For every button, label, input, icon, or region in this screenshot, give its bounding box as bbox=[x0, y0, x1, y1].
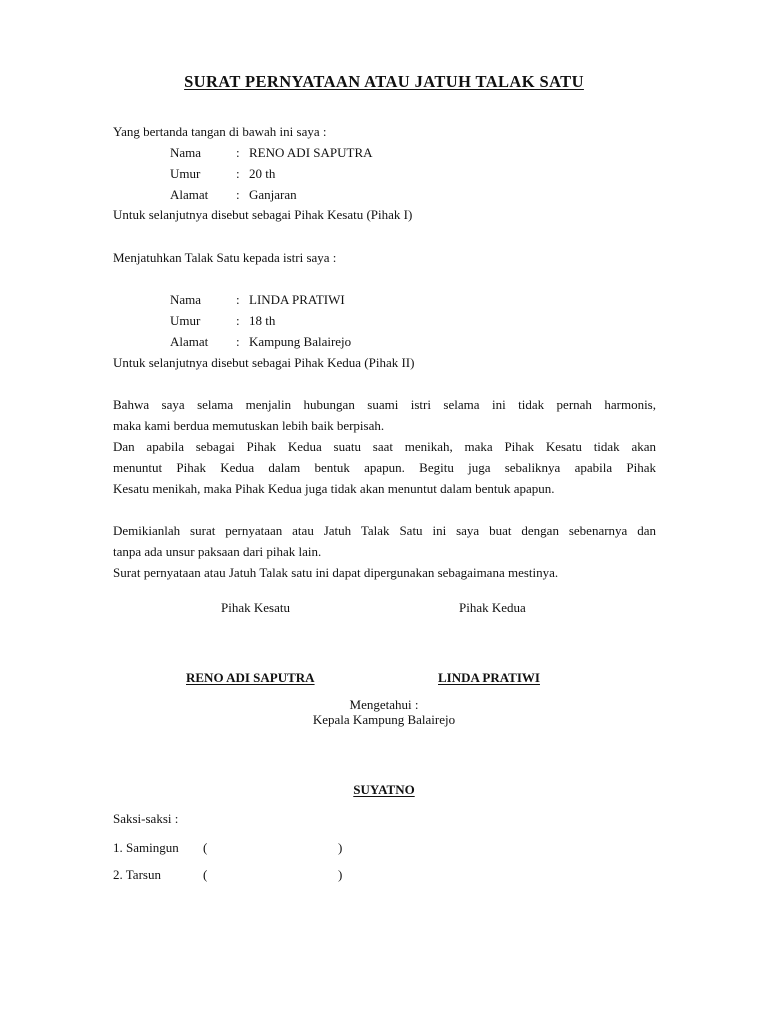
official-signature-wrap bbox=[0, 782, 768, 798]
witness-2-label: 2. Tarsun bbox=[113, 867, 161, 882]
party1-address-label: Alamat bbox=[170, 187, 209, 202]
party1-age-label: Umur bbox=[170, 166, 201, 181]
party2-note: Untuk selanjutnya disebut sebagai Pihak Kedua (Pihak II) bbox=[113, 355, 415, 370]
para3-line3: Surat pernyataan atau Jatuh Talak satu ini dapat dipergunakan sebagaimana mestinya. bbox=[113, 565, 559, 580]
party2-address-label: Alamat bbox=[170, 334, 209, 349]
witness-1-label: 1. Samingun bbox=[113, 840, 179, 855]
official-title: Kepala Kampung Balairejo bbox=[312, 712, 456, 727]
party1-name: RENO ADI SAPUTRA bbox=[249, 145, 373, 160]
witness-1-close-paren: ) bbox=[338, 840, 343, 855]
para2-line1: Dan apabila sebagai Pihak Kedua suatu saat menikah, maka Pihak Kesatu tidak akan bbox=[113, 439, 656, 454]
official-signature-name: SUYATNO bbox=[353, 782, 415, 797]
witness-2-close-paren: ) bbox=[338, 867, 343, 882]
party2-age-colon: : bbox=[236, 313, 240, 328]
party1-age-colon: : bbox=[236, 166, 240, 181]
party1-name-label: Nama bbox=[170, 145, 202, 160]
party2-name-label: Nama bbox=[170, 292, 202, 307]
party2-age-label: Umur bbox=[170, 313, 201, 328]
party1-age: 20 th bbox=[249, 166, 276, 181]
party2-signature-name: LINDA PRATIWI bbox=[438, 670, 540, 685]
acknowledged-label: Mengetahui : bbox=[349, 697, 419, 712]
witnesses-heading: Saksi-saksi : bbox=[113, 811, 179, 826]
para3-line1: Demikianlah surat pernyataan atau Jatuh Talak Satu ini saya buat dengan sebenarnya dan bbox=[113, 523, 656, 538]
para2-line3: Kesatu menikah, maka Pihak Kedua juga tidak akan menuntut dalam bentuk apapun. bbox=[113, 481, 555, 496]
party2-address: Kampung Balairejo bbox=[249, 334, 352, 349]
witness-1-open-paren: ( bbox=[203, 840, 208, 855]
para3-line2: tanpa ada unsur paksaan dari pihak lain. bbox=[113, 544, 322, 559]
party1-signature-name: RENO ADI SAPUTRA bbox=[186, 670, 315, 685]
party2-address-colon: : bbox=[236, 334, 240, 349]
para1-line1: Bahwa saya selama menjalin hubungan suami istri selama ini tidak pernah harmonis, bbox=[113, 397, 656, 412]
para2-line2: menuntut Pihak Kedua dalam bentuk apapun. Begitu juga sebaliknya apabila Pihak bbox=[113, 460, 656, 475]
party2-name-colon: : bbox=[236, 292, 240, 307]
party1-address-colon: : bbox=[236, 187, 240, 202]
intro-text: Yang bertanda tangan di bawah ini saya : bbox=[113, 124, 327, 139]
party1-name-colon: : bbox=[236, 145, 240, 160]
party1-address: Ganjaran bbox=[249, 187, 297, 202]
party2-age: 18 th bbox=[249, 313, 276, 328]
document-title: SURAT PERNYATAAN ATAU JATUH TALAK SATU bbox=[184, 72, 584, 91]
declaration-text: Menjatuhkan Talak Satu kepada istri saya : bbox=[113, 250, 337, 265]
party1-note: Untuk selanjutnya disebut sebagai Pihak Kesatu (Pihak I) bbox=[113, 207, 413, 222]
party1-role: Pihak Kesatu bbox=[221, 600, 290, 615]
party2-role: Pihak Kedua bbox=[459, 600, 526, 615]
para1-line2: maka kami berdua memutuskan lebih baik berpisah. bbox=[113, 418, 385, 433]
party2-name: LINDA PRATIWI bbox=[249, 292, 345, 307]
witness-2-open-paren: ( bbox=[203, 867, 208, 882]
